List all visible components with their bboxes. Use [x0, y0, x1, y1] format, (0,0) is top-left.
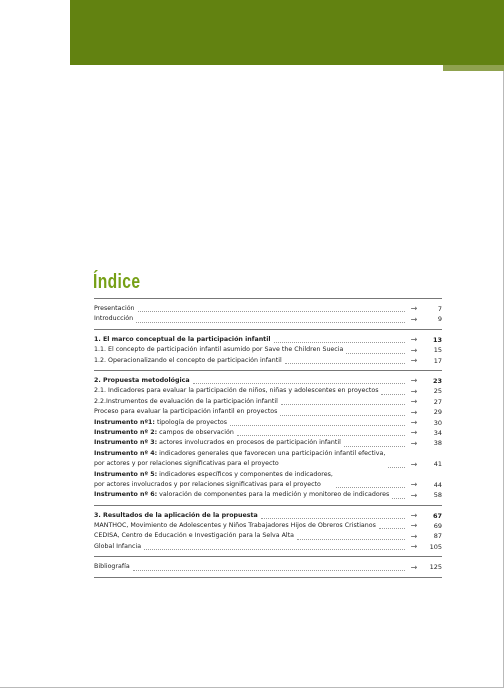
- toc-entry[interactable]: [94, 531, 442, 541]
- arrow-right-icon: →: [410, 386, 418, 396]
- toc-entry[interactable]: [94, 521, 442, 531]
- toc-entry[interactable]: [94, 470, 442, 491]
- toc-entry-label-text: 1.2. Operacionalizando el concepto de participación infantil: [94, 356, 282, 364]
- arrow-right-icon: →: [410, 304, 418, 314]
- arrow-right-icon: →: [410, 355, 418, 365]
- leader-dots: [388, 467, 405, 468]
- toc-section: [94, 506, 442, 558]
- toc-entry-page: 125: [429, 563, 442, 572]
- toc-entry-label: [94, 428, 234, 438]
- toc-entry-label: [94, 304, 135, 314]
- toc-entry[interactable]: [94, 428, 442, 438]
- toc-entry-label-text: Proceso para evaluar la participación infantil en proyectos: [94, 408, 278, 416]
- toc-entry-label-text-line2: por actores involucrados y por relaciones significativas para el proyecto: [94, 480, 321, 488]
- toc-entry-label: [94, 438, 341, 448]
- header-band: [70, 0, 504, 65]
- arrow-right-icon: →: [410, 314, 418, 324]
- toc-entry[interactable]: [94, 418, 442, 428]
- toc-entry-page: 69: [433, 522, 442, 531]
- toc-entry-label-bold: Instrumento nº 5:: [94, 470, 158, 478]
- toc-entry-label-text: 1. El marco conceptual de la participación infantil: [94, 335, 271, 343]
- toc-entry-label-bold: Instrumento nº 6:: [94, 491, 158, 499]
- leader-dots: [280, 415, 405, 416]
- toc-entry-label-text: Global Infancia: [94, 542, 142, 550]
- leader-dots: [193, 383, 405, 384]
- toc-entry[interactable]: [94, 542, 442, 552]
- toc-entry[interactable]: [94, 407, 442, 417]
- toc-entry-label: [94, 521, 376, 531]
- toc-entry-label: [94, 345, 343, 355]
- arrow-right-icon: →: [410, 397, 418, 407]
- toc-entry-page: 13: [432, 335, 442, 344]
- toc-entry-page: 58: [433, 491, 442, 500]
- toc-entry-page: 30: [433, 418, 442, 427]
- toc-entry-label-bold: Instrumento nº 2:: [94, 428, 158, 436]
- arrow-right-icon: →: [410, 345, 418, 355]
- arrow-right-icon: →: [410, 417, 418, 427]
- leader-dots: [230, 425, 405, 426]
- toc-entry[interactable]: [94, 490, 442, 500]
- arrow-right-icon: →: [410, 438, 418, 448]
- toc-entry-page: 17: [433, 356, 442, 365]
- arrow-right-icon: →: [410, 490, 418, 500]
- toc-entry-page: 27: [433, 397, 442, 406]
- toc-entry-label-text: valoración de componentes para la medición y monitoreo de indicadores: [157, 491, 390, 499]
- toc-entry-page: 67: [432, 511, 442, 520]
- toc-entry-page: 9: [437, 315, 442, 324]
- leader-dots: [392, 498, 405, 499]
- toc-entry[interactable]: [94, 304, 442, 314]
- leader-dots: [285, 363, 405, 364]
- toc-title: Índice: [93, 271, 141, 293]
- toc-entry-label-text: 2.1. Indicadores para evaluar la participación de niños, niñas y adolescentes en proyectos: [94, 387, 379, 395]
- toc-entry-label: [94, 386, 378, 396]
- leader-dots: [344, 446, 405, 447]
- toc-entry[interactable]: [94, 345, 442, 355]
- toc-entry-page: 15: [433, 346, 442, 355]
- toc-entry-label-text: campos de observación: [157, 428, 234, 436]
- toc-entry-label-bold: Instrumento nº 4:: [94, 449, 158, 457]
- toc-entry[interactable]: [94, 562, 442, 572]
- leader-dots: [381, 394, 405, 395]
- arrow-right-icon: →: [410, 531, 418, 541]
- toc-entry-label-text: 2.2.Instrumentos de evaluación de la participación infantil: [94, 397, 278, 405]
- toc-entry-page: 38: [433, 439, 442, 448]
- toc-entry-page: 44: [433, 480, 442, 489]
- toc-entry[interactable]: [94, 314, 442, 324]
- leader-dots: [261, 518, 405, 519]
- arrow-right-icon: →: [410, 407, 418, 417]
- arrow-right-icon: →: [410, 511, 418, 521]
- leader-dots: [336, 487, 405, 488]
- leader-dots: [274, 342, 405, 343]
- toc-entry-label-text: indicadores generales que favorecen una participación infantil efectiva,: [157, 449, 386, 457]
- toc-section: [94, 330, 442, 371]
- toc-entry-label-text: 3. Resultados de la aplicación de la propuesta: [94, 511, 258, 519]
- toc-entry-page: 29: [433, 408, 442, 417]
- toc-entry-page: 23: [432, 376, 442, 385]
- arrow-right-icon: →: [410, 562, 418, 572]
- toc-section: [94, 299, 442, 330]
- toc-entry-label-bold: Instrumento nº 3:: [94, 439, 158, 447]
- toc-entry[interactable]: [94, 356, 442, 366]
- toc-entry-label-text: tipología de proyectos: [154, 418, 228, 426]
- leader-dots: [138, 311, 405, 312]
- toc-section: [94, 557, 442, 577]
- arrow-right-icon: →: [410, 335, 418, 345]
- toc-entry[interactable]: [94, 511, 442, 521]
- toc-entry-label-text-line2: por actores y por relaciones significativas para el proyecto: [94, 460, 279, 468]
- toc-entry-label: [94, 562, 130, 572]
- toc-entry-label: [94, 542, 141, 552]
- header-accent-strip: [443, 65, 504, 71]
- toc-entry-label: [94, 407, 277, 417]
- toc-entry-label-bold: Instrumento nº1:: [94, 418, 155, 426]
- toc-entry-label: [94, 376, 190, 386]
- toc-entry-label: [94, 397, 278, 407]
- toc-entry-label: [94, 335, 271, 345]
- leader-dots: [297, 539, 405, 540]
- toc-entry-page: 25: [433, 387, 442, 396]
- toc-entry-label-text: 2. Propuesta metodológica: [94, 376, 190, 384]
- toc-entry[interactable]: [94, 438, 442, 448]
- leader-dots: [136, 322, 405, 323]
- arrow-right-icon: →: [410, 428, 418, 438]
- table-of-contents: [94, 298, 442, 578]
- toc-entry-label: [94, 511, 258, 521]
- leader-dots: [133, 570, 405, 571]
- toc-entry-label-text: Introducción: [94, 315, 134, 323]
- arrow-right-icon: →: [410, 376, 418, 386]
- toc-entry-label: [94, 314, 133, 324]
- toc-entry-label-text: Presentación: [94, 304, 135, 312]
- toc-entry[interactable]: [94, 449, 442, 470]
- toc-entry-label: [94, 531, 294, 541]
- toc-entry-label: [94, 356, 282, 366]
- toc-entry-page: 105: [429, 542, 442, 551]
- leader-dots: [379, 528, 405, 529]
- arrow-right-icon: →: [410, 542, 418, 552]
- leader-dots: [237, 435, 405, 436]
- arrow-right-icon: →: [410, 480, 418, 490]
- toc-entry-label-text: indicadores específicos y componentes de indicadores,: [157, 470, 333, 478]
- toc-entry-label: [94, 418, 227, 428]
- arrow-right-icon: →: [410, 459, 418, 469]
- toc-entry[interactable]: [94, 386, 442, 396]
- toc-entry-label-text: CEDISA, Centro de Educación e Investigación para la Selva Alta: [94, 532, 294, 540]
- toc-entry-label-text: Bibliografía: [94, 563, 130, 571]
- toc-entry-label-text: actores involucrados en procesos de participación infantil: [157, 439, 341, 447]
- toc-entry-page: 34: [433, 428, 442, 437]
- toc-entry-page: 87: [433, 532, 442, 541]
- leader-dots: [144, 549, 405, 550]
- toc-entry-label-text: MANTHOC, Movimiento de Adolescentes y Niños Trabajadores Hijos de Obreros Cristianos: [94, 522, 376, 530]
- toc-entry-label-text: 1.1. El concepto de participación infantil asumido por Save the Children Suecia: [94, 346, 344, 354]
- leader-dots: [346, 353, 405, 354]
- leader-dots: [281, 404, 405, 405]
- arrow-right-icon: →: [410, 521, 418, 531]
- toc-entry[interactable]: [94, 335, 442, 345]
- toc-entry-label: [94, 449, 385, 470]
- toc-entry-page: 7: [437, 304, 442, 313]
- toc-entry-page: 41: [433, 460, 442, 469]
- toc-entry-label: [94, 490, 389, 500]
- toc-section: [94, 371, 442, 506]
- toc-entry-label: [94, 470, 333, 491]
- toc-entry[interactable]: [94, 376, 442, 386]
- toc-entry[interactable]: [94, 397, 442, 407]
